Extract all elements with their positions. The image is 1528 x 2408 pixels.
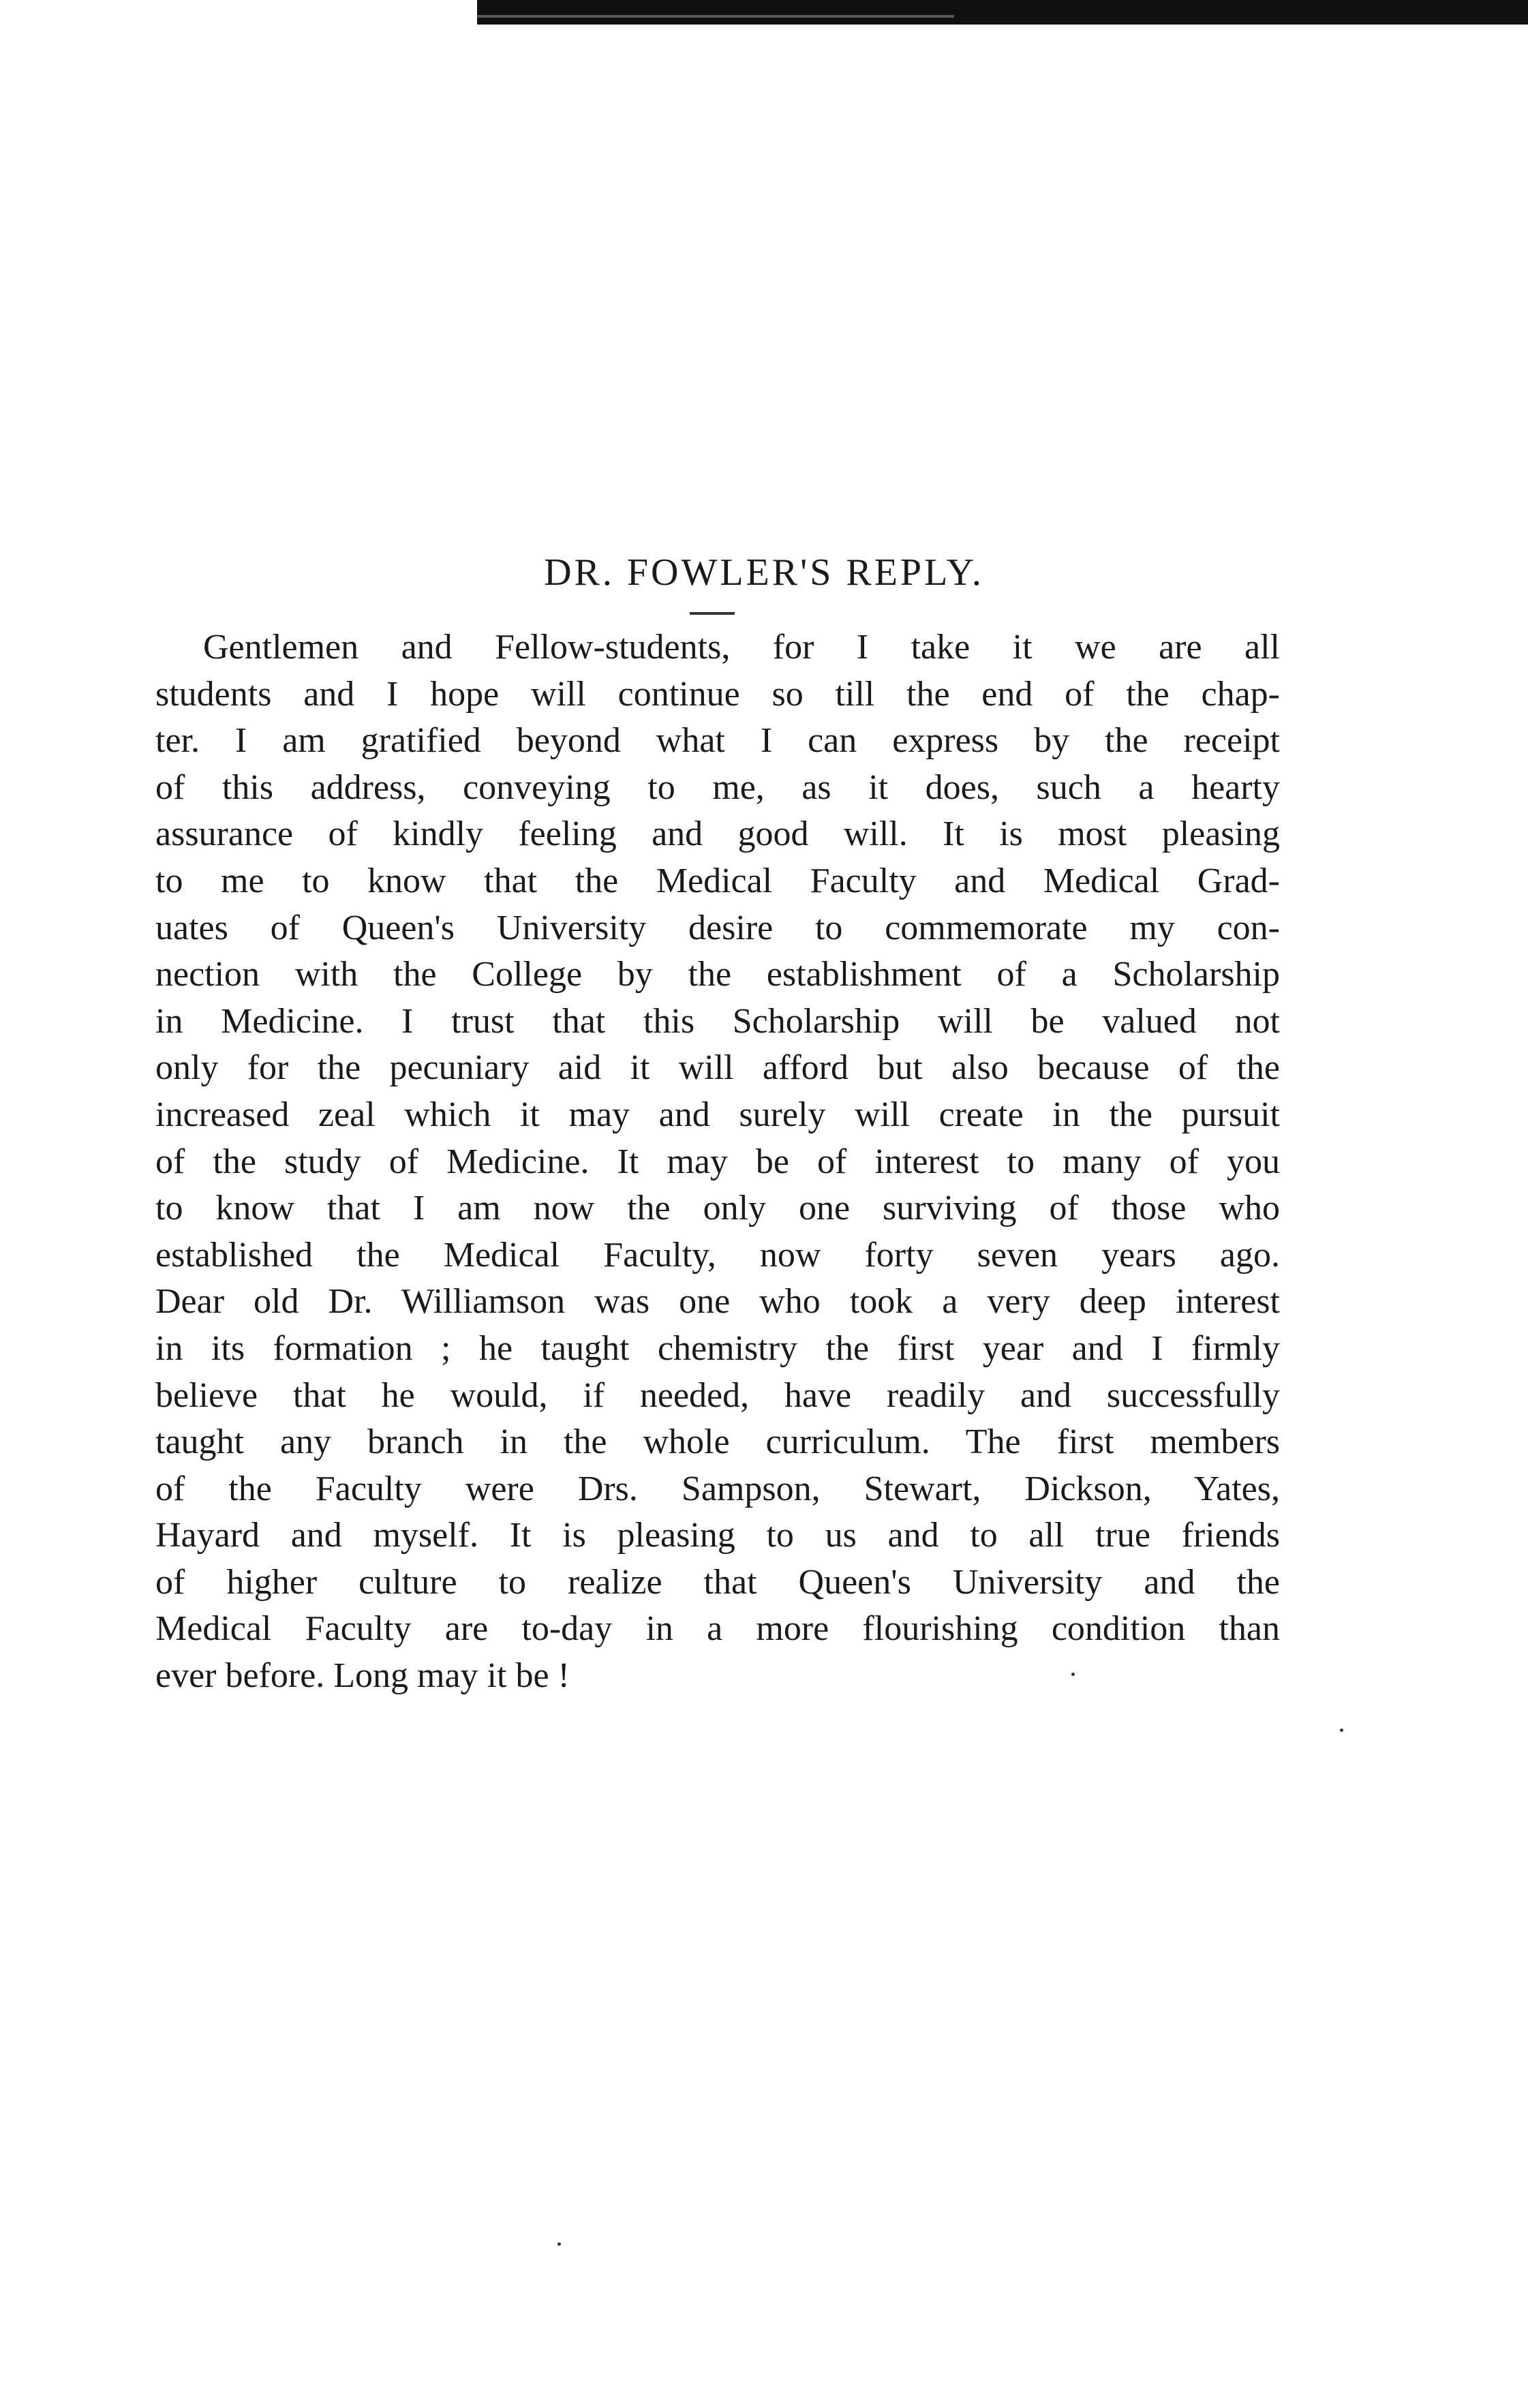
text-line: ter. I am gratified beyond what I can express by the receipt — [155, 721, 1280, 761]
title-underline — [690, 612, 735, 615]
print-speck — [557, 2242, 561, 2246]
text-line: believe that he would, if needed, have readily and successfully — [155, 1375, 1280, 1415]
text-line: established the Medical Faculty, now forty seven years ago. — [155, 1235, 1280, 1275]
text-line: of the study of Medicine. It may be of interest to many of you — [155, 1142, 1280, 1181]
text-line: Gentlemen and Fellow-students, for I take it we are all — [203, 628, 1280, 667]
page-top-border — [477, 0, 1528, 25]
text-line-last: ever before. Long may it be ! — [155, 1656, 570, 1696]
page-title: DR. FOWLER'S REPLY. — [544, 551, 984, 594]
text-line: assurance of kindly feeling and good will. It is most pleasing — [155, 814, 1280, 854]
text-line: Hayard and myself. It is pleasing to us and to all true friends — [155, 1516, 1280, 1555]
text-line: increased zeal which it may and surely will create in the pursuit — [155, 1095, 1280, 1134]
text-line: students and I hope will continue so till the end of the chap- — [155, 674, 1280, 714]
text-line: taught any branch in the whole curriculum. The first members — [155, 1422, 1280, 1462]
print-speck — [1071, 1673, 1075, 1676]
text-line: to me to know that the Medical Faculty and Medical Grad- — [155, 861, 1280, 900]
reply-paragraph — [155, 624, 1280, 1700]
text-line: Medical Faculty are to-day in a more flourishing condition than — [155, 1609, 1280, 1649]
text-line: uates of Queen's University desire to commemorate my con- — [155, 908, 1280, 947]
text-line: of this address, conveying to me, as it does, such a hearty — [155, 767, 1280, 807]
text-line: to know that I am now the only one surviving of those who — [155, 1189, 1280, 1228]
print-speck — [1340, 1728, 1343, 1732]
text-line: in Medicine. I trust that this Scholarship will be valued not — [155, 1001, 1280, 1041]
text-line: Dear old Dr. Williamson was one who took a very deep interest — [155, 1282, 1280, 1322]
text-line: of higher culture to realize that Queen's University and the — [155, 1562, 1280, 1602]
text-line: only for the pecuniary aid it will afford but also because of the — [155, 1048, 1280, 1088]
text-line: of the Faculty were Drs. Sampson, Stewart, Dickson, Yates, — [155, 1469, 1280, 1508]
text-line: nection with the College by the establishment of a Scholarship — [155, 955, 1280, 994]
text-line: in its formation ; he taught chemistry the first year and I firmly — [155, 1328, 1280, 1368]
page-top-border-thin — [477, 15, 954, 18]
